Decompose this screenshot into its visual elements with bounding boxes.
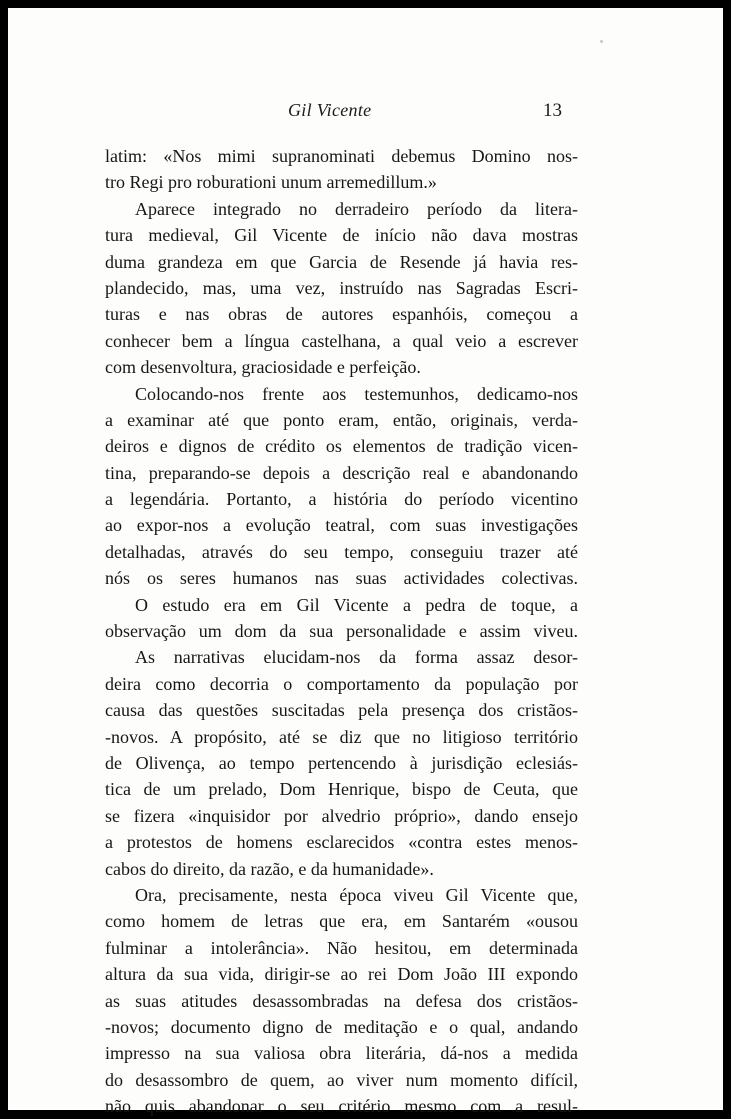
text-line: cabos do direito, da razão, e da humanidade». [105, 858, 434, 879]
text-line: deiros e dignos de crédito os elementos de tradição vicen- [105, 436, 578, 457]
text-line: a examinar até que ponto eram, então, originais, verda- [105, 409, 578, 430]
text-line: altura da sua vida, dirigir-se ao rei Dom João III expondo [105, 964, 578, 985]
running-title: Gil Vicente [288, 100, 372, 120]
text-line: se fizera «inquisidor por alvedrio próprio», dando ensejo [105, 805, 578, 826]
text-line: tura medieval, Gil Vicente de início não dava mostras [105, 225, 578, 246]
text-line: As narrativas elucidam-nos da forma assaz desor- [135, 647, 578, 668]
text-line: Colocando-nos frente aos testemunhos, dedicamo-nos [135, 383, 578, 404]
text-line: turas e nas obras de autores espanhóis, começou a [105, 304, 578, 325]
text-line: a protestos de homens esclarecidos «contra estes menos- [105, 832, 578, 853]
text-line: observação um dom da sua personalidade e assim viveu. [105, 621, 578, 642]
page-header [8, 100, 723, 130]
text-line: tro Regi pro roburationi unum arremedillum.» [105, 172, 437, 193]
text-line: causa das questões suscitadas pela presença dos cristãos- [105, 700, 578, 721]
text-line: de Olivença, ao tempo pertencendo à jurisdição eclesiás- [105, 752, 578, 773]
text-line: tina, preparando-se depois a descrição real e abandonando [105, 462, 578, 483]
text-line: -novos; documento digno de meditação e o qual, andando [105, 1016, 578, 1037]
book-page [8, 8, 723, 1117]
text-line: a legendária. Portanto, a história do período vicentino [105, 489, 578, 510]
text-line: plandecido, mas, uma vez, instruído nas Sagradas Escri- [105, 277, 578, 298]
text-line: latim: «Nos mimi supranominati debemus Domino nos- [105, 146, 578, 166]
text-line: detalhadas, através do seu tempo, conseguiu trazer até [105, 541, 578, 562]
text-line: -novos. A propósito, até se diz que no litigioso território [105, 726, 578, 747]
text-line: como homem de letras que era, em Santarém «ousou [105, 911, 578, 932]
text-line: ao expor-nos a evolução teatral, com suas investigações [105, 515, 578, 536]
text-line: nós os seres humanos nas suas actividades colectivas. [105, 568, 578, 589]
text-line: O estudo era em Gil Vicente a pedra de toque, a [135, 594, 578, 615]
text-line: tica de um prelado, Dom Henrique, bispo de Ceuta, que [105, 779, 578, 800]
text-line: impresso na sua valiosa obra literária, dá-nos a medida [105, 1043, 578, 1064]
page-number: 13 [543, 100, 562, 121]
text-line: com desenvoltura, graciosidade e perfeição. [105, 357, 421, 378]
text-line: Aparece integrado no derradeiro período da litera- [135, 198, 578, 219]
text-line: fulminar a intolerância». Não hesitou, em determinada [105, 937, 578, 958]
paper-speck [600, 40, 603, 43]
text-line: conhecer bem a língua castelhana, a qual veio a escrever [105, 330, 578, 351]
text-line: não quis abandonar o seu critério mesmo com a resul- [105, 1096, 578, 1117]
text-line: deira como decorria o comportamento da população por [105, 673, 578, 694]
text-line: as suas atitudes desassombradas na defesa dos cristãos- [105, 990, 578, 1011]
text-line: duma grandeza em que Garcia de Resende já havia res- [105, 251, 578, 272]
body-text [105, 143, 578, 1119]
text-line: Ora, precisamente, nesta época viveu Gil Vicente que, [135, 884, 578, 905]
text-line: do desassombro de quem, ao viver num momento difícil, [105, 1069, 578, 1090]
